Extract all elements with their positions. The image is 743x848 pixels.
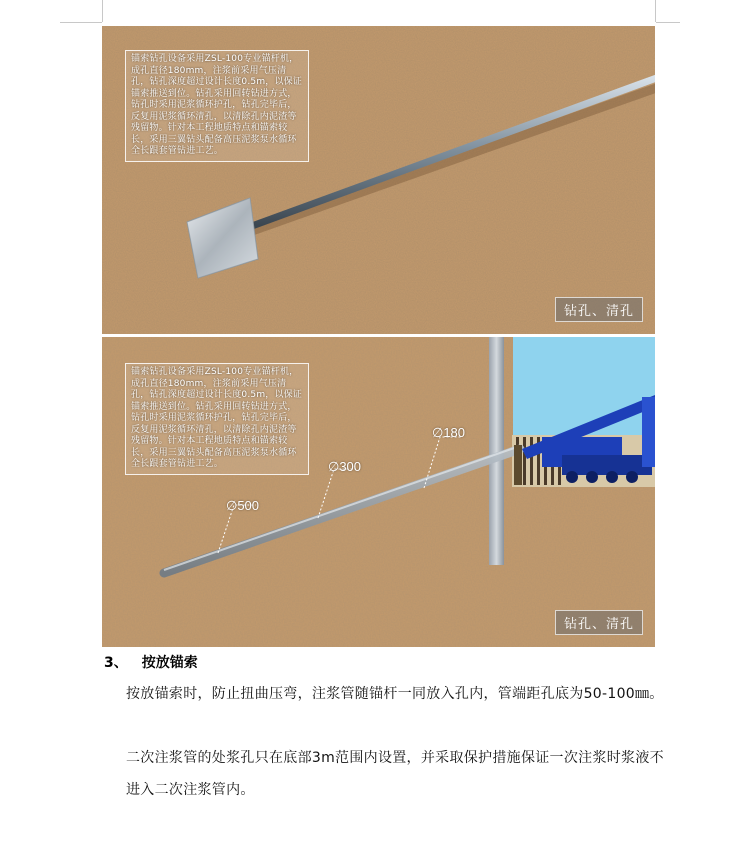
drilling-section-description-box: 锚索钻孔设备采用ZSL-100专业锚杆机，成孔直径180mm，注浆前采用气压清孔，钻孔深度超过设计长度0.5m，以保证锚索推送到位。钻孔采用回转钻进方式，钻孔时采用泥浆循环护孔，钻孔完毕后，反复用泥浆循环清孔，以清除孔内泥渣等残留物。针对本工程地质特点和锚索较长，采用三翼钻头配备高压泥浆泵水循环全长跟套管钻进工艺。 — [125, 363, 309, 475]
sky-area — [513, 337, 655, 435]
dimension-label-300: ∅300 — [328, 459, 362, 474]
paragraph-anchor-placement: 按放锚索时，防止扭曲压弯，注浆管随锚杆一同放入孔内，管端距孔底为50-100㎜。 — [126, 686, 664, 702]
dimension-label-500: ∅500 — [226, 498, 260, 513]
figure-caption-badge: 钻孔、清孔 — [555, 297, 643, 322]
figure-drilling-closeup — [102, 26, 655, 334]
figure-drilling-section — [102, 337, 655, 647]
page-corner-mark-left-horizontal — [60, 22, 102, 23]
paragraph-secondary-grouting: 二次注浆管的处浆孔只在底部3m范围内设置，并采取保护措施保证一次注浆时浆液不进入二次注浆管内。 — [126, 750, 664, 798]
page-corner-mark-left-vertical — [102, 0, 103, 22]
page-corner-mark-right-vertical — [655, 0, 656, 22]
figure-caption-badge: 钻孔、清孔 — [555, 610, 643, 635]
page-corner-mark-right-horizontal — [656, 22, 680, 23]
drilling-description-box: 锚索钻孔设备采用ZSL-100专业锚杆机，成孔直径180mm，注浆前采用气压清孔，钻孔深度超过设计长度0.5m，以保证锚索推送到位。钻孔采用回转钻进方式，钻孔时采用泥浆循环护孔，钻孔完毕后，反复用泥浆循环清孔，以清除孔内泥渣等残留物。针对本工程地质特点和锚索较长，采用三翼钻头配备高压泥浆泵水循环全长跟套管钻进工艺。 — [125, 50, 309, 162]
section-heading — [104, 652, 198, 672]
section-title: 按放锚索 — [141, 655, 198, 671]
dimension-label-180: ∅180 — [432, 425, 466, 440]
section-number: 3、 — [104, 655, 128, 671]
